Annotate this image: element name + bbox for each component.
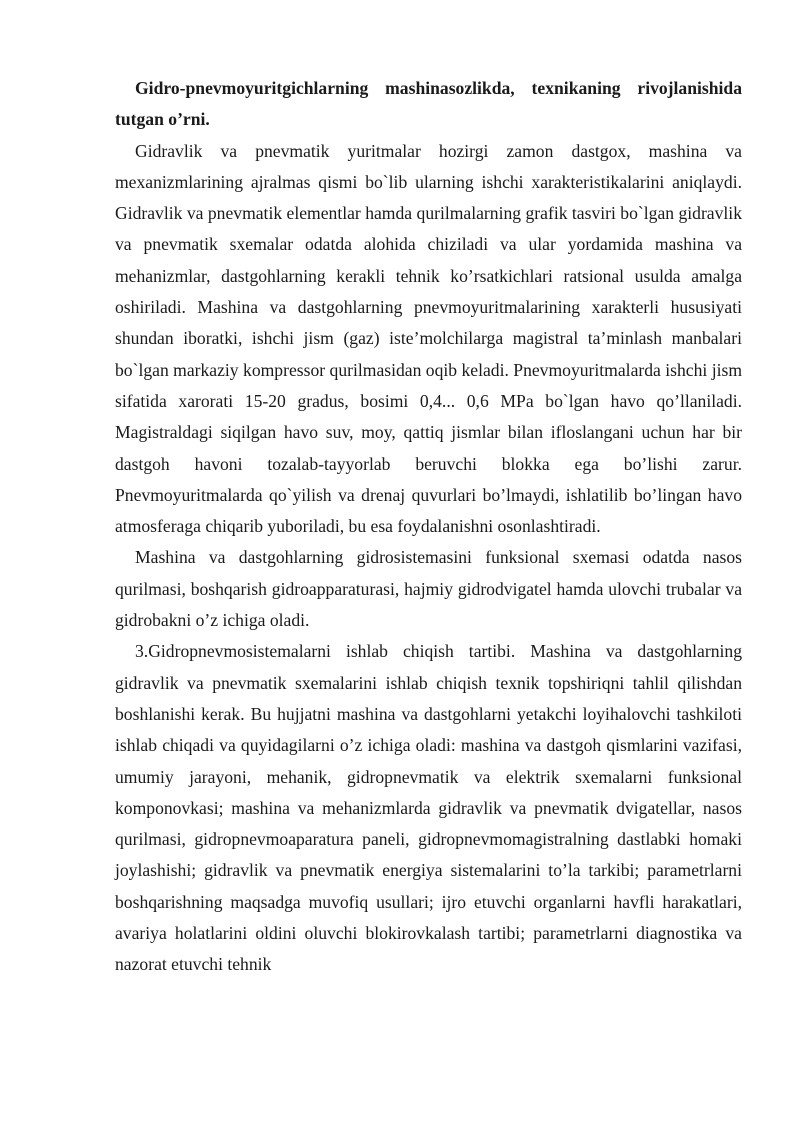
paragraph-3: 3.Gidropnevmosistemalarni ishlab chiqish tartibi. Mashina va dastgohlarning gidravlik va pnevmatik sxemalarini ishlab chiqish texnik topshiriqni tahlil qilishdan boshlanishi kerak. Bu hujjatni mashina va dastgohlarni yetakchi loyihalovchi tashkiloti ishlab chiqadi va quyidagilarni o’z ichiga oladi: mashina va dastgoh qismlarini vazifasi, umumiy jarayoni, mehanik, gidropnevmatik va elektrik sxemalarni funksional komponovkasi; mashina va mehanizmlarda gidravlik va pnevmatik dvigatellar, nasos qurilmasi, gidropnevmoaparatura paneli, gidropnevmomagistralning dastlabki homaki joylashishi; gidravlik va pnevmatik energiya sistemalarini to’la tarkibi; parametrlarni boshqarishning maqsadga muvofiq usullari; ijro etuvchi organlarni havfli harakatlari, avariya holatlarini oldini oluvchi blokirovkalash tartibi; parametrlarni diagnostika va nazorat etuvchi tehnik [115,641,742,975]
paragraph-2: Mashina va dastgohlarning gidrosistemasini funksional sxemasi odatda nasos qurilmasi, boshqarish gidroapparaturasi, hajmiy gidrodvigatel hamda ulovchi trubalar va gidrobakni o’z ichiga oladi. [115,547,742,631]
document-page [115,73,742,981]
paragraph-1: Gidravlik va pnevmatik yuritmalar hozirgi zamon dastgox, mashina va mexanizmlarining ajralmas qismi bo`lib ularning ishchi xarakteristikalarini aniqlaydi. Gidravlik va pnevmatik elementlar hamda qurilmalarning grafik tasviri bo`lgan gidravlik va pnevmatik sxemalar odatda alohida chiziladi va ular yordamida mashina va mehanizmlar, dastgohlarning kerakli tehnik ko’rsatkichlari ratsional usulda amalga oshiriladi. Mashina va dastgohlarning pnevmoyuritmalarining xarakterli hususiyati shundan iboratki, ishchi jism (gaz) iste’molchilarga magistral ta’minlash manbalari bo`lgan markaziy kompressor qurilmasidan oqib keladi. Pnevmoyuritmalarda ishchi jism sifatida xarorati 15-20 gradus, bosimi 0,4... 0,6 MPa bo`lgan havo qo’llaniladi. Magistraldagi siqilgan havo suv, moy, qattiq jismlar bilan ifloslangani uchun har bir dastgoh havoni tozalab-tayyorlab beruvchi blokka ega bo’lishi zarur. Pnevmoyuritmalarda qo`yilish va drenaj quvurlari bo’lmaydi, ishlatilib bo’lingan havo atmosferaga chiqarib yuboriladi, bu esa foydalanishni osonlashtiradi. [115,140,742,537]
document-title: Gidro-pnevmoyuritgichlarning mashinasozlikda, texnikaning rivojlanishida tutgan o’rni. [115,78,742,130]
